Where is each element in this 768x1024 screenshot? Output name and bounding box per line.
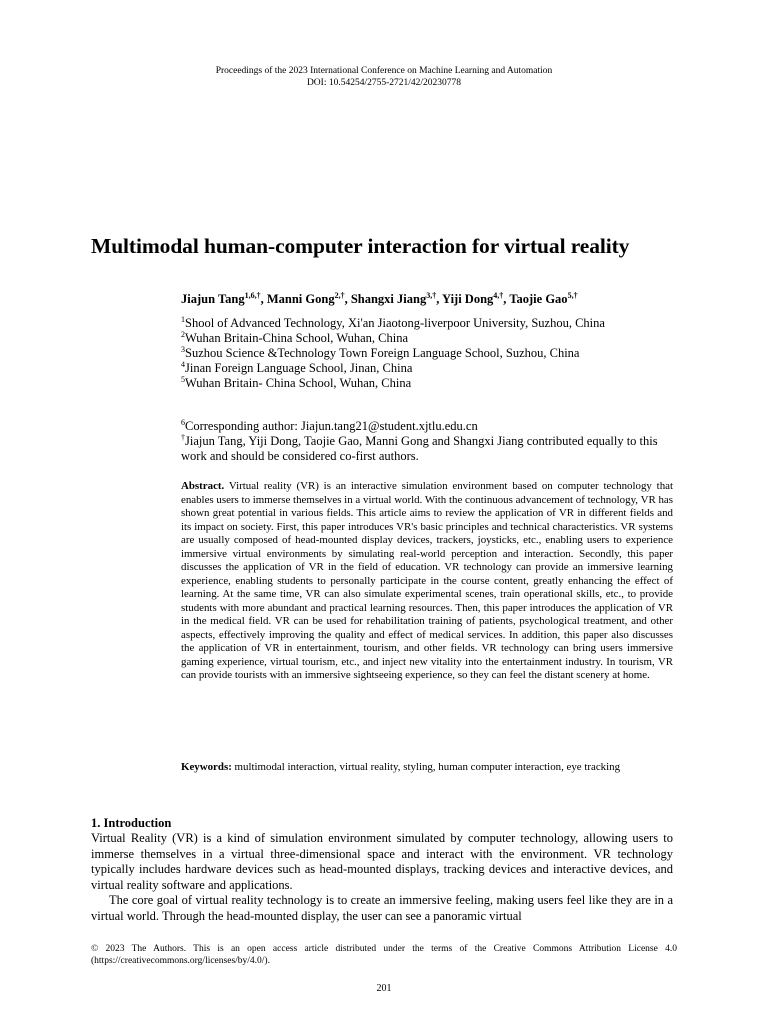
affiliation-item xyxy=(181,361,605,376)
affiliation-item xyxy=(181,331,605,346)
author-name: Taojie Gao xyxy=(509,292,568,306)
affiliation-text: Wuhan Britain-China School, Wuhan, China xyxy=(185,331,409,345)
note-marker: 6 xyxy=(181,417,185,427)
equal-contribution-note xyxy=(181,434,681,464)
author-affiliation-marker: 1,6,† xyxy=(244,290,261,300)
abstract xyxy=(181,480,673,683)
affiliation-marker: 3 xyxy=(181,344,185,354)
author-name: Shangxi Jiang xyxy=(350,292,427,306)
abstract-text: Virtual reality (VR) is an interactive simulation environment based on computer technology that enables users to immerse themselves in a virtual world. With the continuous advancement of technology, VR has shown great potential in various fields. This article aims to review the application of VR in different fields and its impact on society. First, this paper introduces VR's basic principles and technical characteristics. VR systems are usually composed of head-mounted display devices, trackers, joysticks, etc., enabling users to experience immersive virtual environments by simulating real-world perception and interaction. Secondly, this paper discusses the application of VR in the field of education. VR technology can provide an immersive learning experience, enabling students to personally participate in the course content, greatly enhancing the effect of learning. At the same time, VR can also simulate experimental scenes, train operational skills, etc., to provide students with more abundant and practical learning resources. Then, this paper introduces the application of VR in the medical field. VR can be used for rehabilitation training of patients, psychological treatment, and other aspects, effectively improving the quality and effect of medical services. In addition, this paper also discusses the application of VR in entertainment, tourism, and other fields. VR technology can bring users immersive gaming experience, virtual tourism, etc., and inject new vitality into the entertainment industry. In tourism, VR can provide tourists with an immersive sightseeing experience, so they can feel the distant scenery at home. xyxy=(181,480,673,681)
equal-contribution-text: Jiajun Tang, Yiji Dong, Taojie Gao, Manni Gong and Shangxi Jiang contributed equally to this work and should be considered co-first authors. xyxy=(181,434,658,463)
introduction-body xyxy=(91,831,673,924)
note-marker: † xyxy=(181,432,185,442)
abstract-label: Abstract. xyxy=(181,480,225,492)
paragraph: The core goal of virtual reality technology is to create an immersive feeling, making users feel like they are in a virtual world. Through the head-mounted display, the user can see a panoramic virtual xyxy=(91,893,673,923)
author-name: Yiji Dong xyxy=(442,292,494,306)
corresponding-author-text: Corresponding author: Jiajun.tang21@student.xjtlu.edu.cn xyxy=(185,419,478,433)
affiliation-text: Suzhou Science &Technology Town Foreign Language School, Suzhou, China xyxy=(185,346,580,360)
affiliation-marker: 4 xyxy=(181,359,185,369)
author-affiliation-marker: 3,† xyxy=(426,290,437,300)
author-affiliation-marker: 2,† xyxy=(334,290,345,300)
affiliation-text: Jinan Foreign Language School, Jinan, China xyxy=(185,361,413,375)
affiliation-marker: 1 xyxy=(181,314,185,324)
affiliation-marker: 2 xyxy=(181,329,185,339)
author-list: Jiajun Tang$^{1,6,\dagger}$, Manni Gong$^{2,\dagger}$, Shangxi Jiang$^{3,\dagger}$, Yiji Dong$^{4,\dagger}$, Taojie Gao$^{5,\dagger}$ xyxy=(181,290,578,306)
keywords-label: Keywords: xyxy=(181,761,232,773)
paper-title: Multimodal human-computer interaction for virtual reality xyxy=(91,234,630,258)
affiliation-list xyxy=(181,316,605,391)
section-heading: 1. Introduction xyxy=(91,816,172,830)
affiliation-text: Wuhan Britain- China School, Wuhan, China xyxy=(185,376,412,390)
license-footer: © 2023 The Authors. This is an open access article distributed under the terms of the Creative Commons Attribution License 4.0 (https://creativecommons.org/licenses/by/4.0/). xyxy=(91,944,677,966)
running-header xyxy=(0,66,768,89)
affiliation-item xyxy=(181,376,605,391)
author-notes xyxy=(181,419,681,464)
corresponding-author-note xyxy=(181,419,681,434)
affiliation-marker: 5 xyxy=(181,374,185,384)
paragraph: Virtual Reality (VR) is a kind of simulation environment simulated by computer technology, allowing users to immerse themselves in a virtual three-dimensional space and interact with the environment. VR technology typically includes hardware devices such as head-mounted displays, tracking devices and interactive devices, and virtual reality software and applications. xyxy=(91,831,673,892)
affiliation-item xyxy=(181,316,605,331)
author-affiliation-marker: 4,† xyxy=(493,290,504,300)
author-name: Manni Gong xyxy=(266,292,335,306)
affiliation-item xyxy=(181,346,605,361)
author-affiliation-marker: 5,† xyxy=(567,290,578,300)
proceedings-line: Proceedings of the 2023 International Conference on Machine Learning and Automation xyxy=(215,66,553,76)
doi-line: DOI: 10.54254/2755-2721/42/20230778 xyxy=(306,77,462,88)
keywords-text: multimodal interaction, virtual reality, styling, human computer interaction, eye tracking xyxy=(231,761,621,773)
author-name: Jiajun Tang xyxy=(181,292,245,306)
page-number: 201 xyxy=(376,983,392,994)
keywords xyxy=(181,761,673,775)
affiliation-text: Shool of Advanced Technology, Xi'an Jiaotong-liverpoor University, Suzhou, China xyxy=(185,316,605,330)
